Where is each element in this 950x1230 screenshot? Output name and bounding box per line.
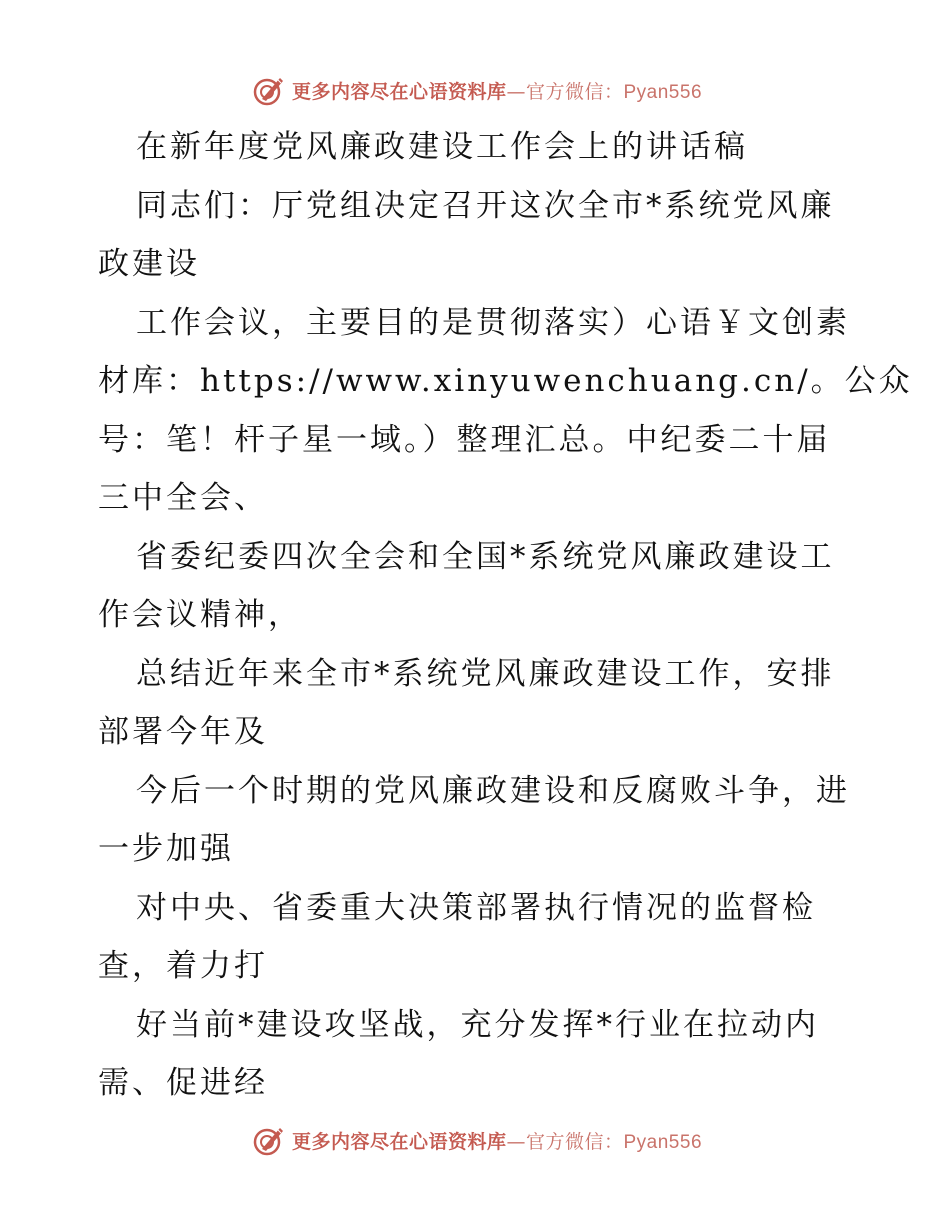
paragraph-line: 对中央、省委重大决策部署执行情况的监督检 [136, 889, 816, 926]
paragraph-line: 政建设 [98, 246, 200, 282]
paragraph-line: 总结近年来全市*系统党风廉政建设工作，安排 [136, 655, 835, 692]
document-body [98, 118, 913, 1113]
paragraph-line: 材库：https://www.xinyuwenchuang.cn/。公众 [98, 363, 913, 399]
footer-watermark-dash: — [506, 1130, 526, 1153]
paragraph-line: 需、促进经 [98, 1065, 268, 1101]
header-watermark-wechat-id: Pyan556 [623, 81, 703, 103]
quill-pen-logo-icon [252, 1123, 286, 1157]
footer-watermark-banner [0, 1120, 950, 1160]
header-watermark [252, 73, 702, 107]
footer-watermark-main: 更多内容尽在心语资料库 [291, 1130, 507, 1153]
header-watermark-text [292, 77, 702, 104]
header-watermark-wechat-label: 官方微信： [525, 80, 624, 103]
paragraph-line: 作会议精神， [98, 597, 302, 633]
footer-watermark [252, 1123, 702, 1157]
footer-watermark-wechat-label: 官方微信： [525, 1130, 624, 1153]
paragraph-line: 省委纪委四次全会和全国*系统党风廉政建设工 [136, 538, 835, 575]
paragraph-line: 同志们：厅党组决定召开这次全市*系统党风廉 [136, 187, 835, 224]
paragraph-line: 工作会议，主要目的是贯彻落实）心语￥文创素 [136, 304, 850, 341]
footer-watermark-text [292, 1127, 702, 1154]
paragraph-line: 好当前*建设攻坚战，充分发挥*行业在拉动内 [136, 1006, 819, 1043]
header-watermark-dash: — [506, 80, 526, 103]
paragraph-line: 部署今年及 [98, 714, 268, 750]
header-watermark-banner [0, 70, 950, 110]
paragraph-line: 三中全会、 [98, 480, 268, 516]
footer-watermark-wechat-id: Pyan556 [623, 1131, 703, 1153]
paragraph-line: 查，着力打 [98, 948, 268, 984]
paragraph-line: 一步加强 [98, 831, 234, 867]
paragraph-line: 今后一个时期的党风廉政建设和反腐败斗争，进 [136, 772, 850, 809]
paragraph-line: 号：笔！杆子星一域。）整理汇总。中纪委二十届 [98, 421, 831, 458]
document-title: 在新年度党风廉政建设工作会上的讲话稿 [136, 129, 748, 165]
header-watermark-main: 更多内容尽在心语资料库 [291, 80, 507, 103]
quill-pen-logo-icon [252, 73, 286, 107]
